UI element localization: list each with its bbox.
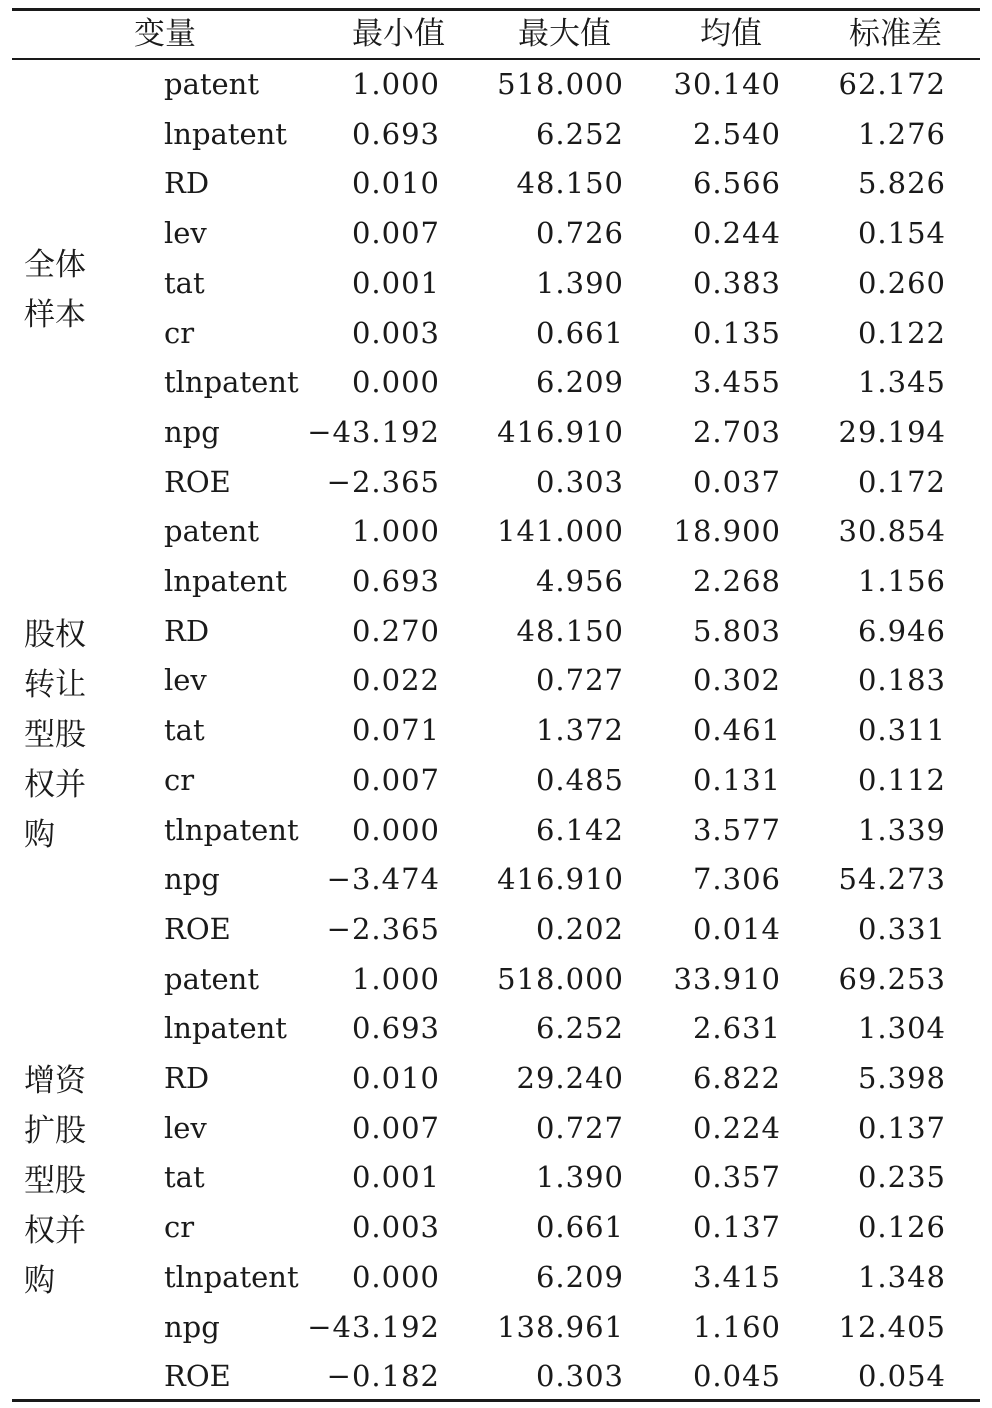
- cell-mean: 0.224: [692, 1110, 781, 1145]
- cell-min: 0.693: [351, 116, 440, 151]
- cell-variable: npg: [164, 1309, 220, 1344]
- cell-variable: tat: [164, 713, 205, 748]
- cell-max: 0.485: [535, 762, 624, 797]
- cell-min: 0.007: [351, 1110, 440, 1145]
- cell-sd: 0.260: [857, 265, 946, 300]
- cell-sd: 5.826: [857, 166, 946, 201]
- cell-variable: patent: [164, 961, 260, 996]
- cell-mean: 2.631: [692, 1011, 781, 1046]
- cell-min: 0.007: [351, 216, 440, 251]
- cell-min: 0.010: [351, 1061, 440, 1095]
- group-label-line: 型股: [24, 1163, 86, 1199]
- cell-min: 0.010: [351, 166, 440, 201]
- cell-variable: cr: [164, 762, 195, 797]
- cell-max: 48.150: [516, 166, 624, 201]
- cell-sd: 12.405: [838, 1309, 946, 1344]
- group-label-line: 购: [24, 1263, 55, 1299]
- cell-min: 0.000: [351, 1259, 440, 1294]
- group-label: [24, 610, 104, 860]
- cell-max: 518.000: [497, 67, 624, 101]
- cell-max: 4.956: [535, 564, 624, 598]
- cell-min: −2.365: [326, 911, 440, 946]
- group-label: [24, 240, 104, 340]
- cell-mean: 0.135: [692, 315, 781, 350]
- group-label-line: 样本: [24, 297, 86, 333]
- group-label-line: 扩股: [24, 1113, 86, 1149]
- cell-mean: 33.910: [673, 961, 781, 996]
- cell-max: 0.661: [535, 1210, 624, 1245]
- cell-min: 0.693: [351, 1011, 440, 1046]
- cell-variable: lev: [164, 216, 207, 251]
- cell-variable: tat: [164, 1160, 205, 1195]
- cell-max: 0.726: [535, 216, 624, 251]
- cell-mean: 0.244: [692, 216, 781, 251]
- cell-mean: 7.306: [692, 862, 781, 897]
- cell-max: 0.202: [535, 911, 624, 946]
- cell-variable: lnpatent: [164, 116, 287, 151]
- cell-mean: 0.461: [692, 713, 781, 748]
- cell-min: 0.022: [351, 663, 440, 698]
- cell-variable: npg: [164, 862, 220, 897]
- cell-sd: 0.183: [857, 663, 946, 698]
- cell-mean: 6.822: [692, 1061, 781, 1095]
- group-label-line: 增资: [24, 1063, 86, 1099]
- cell-min: 1.000: [351, 961, 440, 996]
- cell-max: 416.910: [497, 414, 624, 449]
- cell-max: 518.000: [497, 961, 624, 996]
- cell-mean: 0.014: [692, 911, 781, 946]
- cell-max: 29.240: [516, 1061, 624, 1095]
- cell-mean: 0.137: [692, 1210, 781, 1245]
- cell-mean: 3.455: [692, 365, 781, 400]
- cell-mean: 0.302: [692, 663, 781, 698]
- cell-max: 0.727: [535, 1110, 624, 1145]
- top-rule: [12, 8, 980, 11]
- group-label: [24, 1056, 104, 1306]
- cell-variable: lev: [164, 1110, 207, 1145]
- cell-sd: 0.112: [857, 762, 946, 797]
- cell-mean: 0.357: [692, 1160, 781, 1195]
- cell-max: 1.372: [535, 713, 624, 748]
- cell-sd: 0.126: [857, 1210, 946, 1245]
- cell-min: −43.192: [307, 1309, 440, 1344]
- group-label-line: 股权: [24, 617, 86, 653]
- cell-sd: 0.154: [857, 216, 946, 251]
- cell-variable: npg: [164, 414, 220, 449]
- cell-min: −43.192: [307, 414, 440, 449]
- header-max: 最大值: [518, 16, 611, 52]
- cell-max: 6.209: [535, 365, 624, 400]
- cell-variable: RD: [164, 613, 210, 648]
- cell-variable: tlnpatent: [164, 812, 299, 847]
- cell-mean: 2.703: [692, 414, 781, 449]
- cell-sd: 62.172: [838, 67, 946, 101]
- header-min: 最小值: [352, 16, 445, 52]
- cell-variable: tat: [164, 265, 205, 300]
- cell-variable: ROE: [164, 911, 231, 946]
- cell-min: 0.003: [351, 315, 440, 350]
- cell-mean: 3.415: [692, 1259, 781, 1294]
- cell-max: 1.390: [535, 1160, 624, 1195]
- cell-sd: 1.348: [857, 1259, 946, 1294]
- header-rule: [12, 58, 980, 60]
- cell-variable: patent: [164, 514, 260, 549]
- cell-min: 0.071: [351, 713, 440, 748]
- cell-max: 0.303: [535, 1359, 624, 1394]
- cell-mean: 6.566: [692, 166, 781, 201]
- cell-variable: RD: [164, 1061, 210, 1095]
- cell-sd: 69.253: [838, 961, 946, 996]
- cell-variable: cr: [164, 315, 195, 350]
- cell-max: 48.150: [516, 613, 624, 648]
- cell-sd: 1.304: [857, 1011, 946, 1046]
- header-mean: 均值: [700, 16, 762, 52]
- cell-variable: ROE: [164, 1359, 231, 1394]
- cell-sd: 1.339: [857, 812, 946, 847]
- cell-max: 138.961: [497, 1309, 624, 1344]
- cell-sd: 0.235: [857, 1160, 946, 1195]
- group-label-line: 权并: [24, 1213, 86, 1249]
- group-label-line: 型股: [24, 717, 86, 753]
- cell-variable: tlnpatent: [164, 1259, 299, 1294]
- cell-sd: 0.311: [857, 713, 946, 748]
- cell-mean: 18.900: [673, 514, 781, 549]
- cell-min: 1.000: [351, 514, 440, 549]
- cell-variable: tlnpatent: [164, 365, 299, 400]
- cell-max: 416.910: [497, 862, 624, 897]
- cell-variable: patent: [164, 67, 260, 101]
- header-sd: 标准差: [849, 16, 942, 52]
- cell-max: 1.390: [535, 265, 624, 300]
- cell-max: 6.252: [535, 1011, 624, 1046]
- cell-max: 0.727: [535, 663, 624, 698]
- cell-sd: 0.172: [857, 464, 946, 499]
- cell-min: 1.000: [351, 67, 440, 101]
- cell-sd: 0.122: [857, 315, 946, 350]
- cell-sd: 1.345: [857, 365, 946, 400]
- group-label-line: 全体: [24, 247, 86, 283]
- cell-mean: 0.131: [692, 762, 781, 797]
- cell-variable: lnpatent: [164, 1011, 287, 1046]
- cell-min: −3.474: [326, 862, 440, 897]
- group-label-line: 购: [24, 817, 55, 853]
- cell-mean: 5.803: [692, 613, 781, 648]
- cell-min: 0.003: [351, 1210, 440, 1245]
- cell-mean: 0.383: [692, 265, 781, 300]
- cell-min: 0.001: [351, 1160, 440, 1195]
- cell-min: 0.007: [351, 762, 440, 797]
- cell-min: 0.270: [351, 613, 440, 648]
- cell-variable: lev: [164, 663, 207, 698]
- group-label-line: 转让: [24, 667, 86, 703]
- cell-max: 0.661: [535, 315, 624, 350]
- cell-sd: 29.194: [838, 414, 946, 449]
- cell-mean: 1.160: [692, 1309, 781, 1344]
- cell-variable: lnpatent: [164, 564, 287, 598]
- group-label-line: 权并: [24, 767, 86, 803]
- cell-sd: 30.854: [838, 514, 946, 549]
- cell-min: 0.000: [351, 812, 440, 847]
- cell-min: 0.693: [351, 564, 440, 598]
- cell-sd: 1.276: [857, 116, 946, 151]
- cell-variable: ROE: [164, 464, 231, 499]
- cell-min: −0.182: [326, 1359, 440, 1394]
- cell-mean: 3.577: [692, 812, 781, 847]
- cell-sd: 54.273: [838, 862, 946, 897]
- cell-mean: 0.037: [692, 464, 781, 499]
- cell-max: 6.142: [535, 812, 624, 847]
- cell-mean: 2.268: [692, 564, 781, 598]
- cell-sd: 5.398: [857, 1061, 946, 1095]
- cell-sd: 0.054: [857, 1359, 946, 1394]
- cell-mean: 0.045: [692, 1359, 781, 1394]
- cell-max: 6.209: [535, 1259, 624, 1294]
- cell-mean: 2.540: [692, 116, 781, 151]
- cell-max: 6.252: [535, 116, 624, 151]
- cell-sd: 0.331: [857, 911, 946, 946]
- cell-max: 0.303: [535, 464, 624, 499]
- cell-variable: RD: [164, 166, 210, 201]
- cell-sd: 1.156: [857, 564, 946, 598]
- cell-max: 141.000: [497, 514, 624, 549]
- cell-sd: 6.946: [857, 613, 946, 648]
- cell-variable: cr: [164, 1210, 195, 1245]
- cell-min: 0.001: [351, 265, 440, 300]
- header-variable: 变量: [134, 16, 196, 52]
- cell-min: 0.000: [351, 365, 440, 400]
- cell-sd: 0.137: [857, 1110, 946, 1145]
- cell-mean: 30.140: [673, 67, 781, 101]
- cell-min: −2.365: [326, 464, 440, 499]
- bottom-rule: [12, 1399, 980, 1402]
